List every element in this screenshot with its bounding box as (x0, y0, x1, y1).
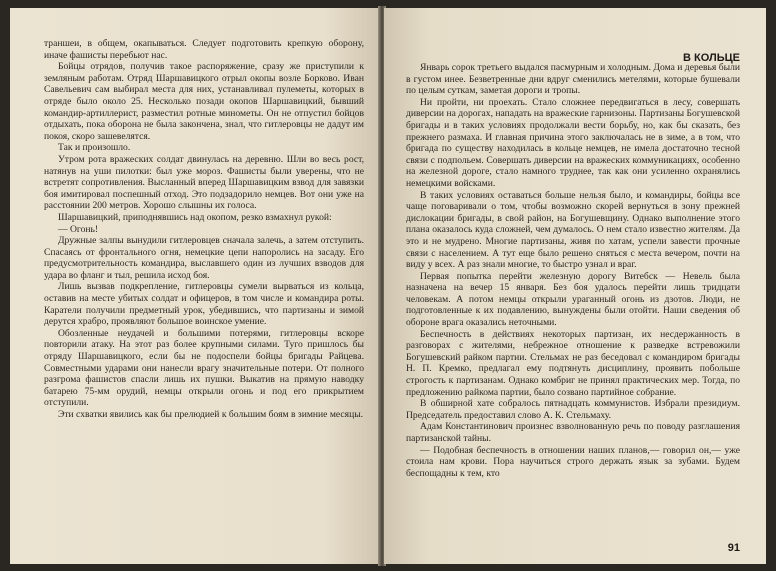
paragraph: Эти схватки явились как бы прелюдией к большим боям в зимние месяцы. (58, 409, 364, 420)
paragraph: В таких условиях оставаться больше нельзя было, и командиры, бойцы все чаще поговаривали о том, чтобы возможно скорей вернуться в зону прежней дислокации бригады, в свой район, на Богушевщину. Однако выполнение этого плана оказалось куда сложней, чем думалось. О нем стало известно жителям. Да это и не мудрено. Многие партизаны, живя по хатам, успели завести прочные связи с населением. А тут еще было решено сняться с места вечером, почти на виду у всех. А раз знали многие, то быстро узнал и враг. (406, 189, 740, 271)
paragraph: Первая попытка перейти железную дорогу Витебск — Невель была назначена на вечер 15 января. Без боя удалось перейти лишь тридцати человекам. А потом немцы открыли ураганный огонь из дзотов. Люди, не подготовленные к их подавлению, вынуждены были отойти. Наши сведения об обороне врага оказались неточными. (406, 270, 740, 329)
paragraph: Лишь вызвав подкрепление, гитлеровцы сумели вырваться из кольца, оставив на месте убитых солдат и офицеров, в том числе и командира роты. Каратели получили предметный урок, убедившись, что партизаны и зимой дерутся храбро, проявляют большое воинское умение. (44, 281, 364, 328)
paragraph: Ни пройти, ни проехать. Стало сложнее передвигаться в лесу, совершать диверсии на дорогах, нападать на вражеские гарнизоны. Партизаны Богушевской бригады и в таких условиях продолжали вести борьбу, но, как бы сказать, без прежнего размаха. И главная причина этого заключалась не в зиме, а в том, что бригада по существу находилась в кольце немцев, не имела достаточно тесной связи с подпольем. Совершать диверсии на вражеских коммуникациях, особенно на железной дороге, стало намного труднее, так как они усиленно охранялись немецкими войсками. (406, 96, 740, 189)
chapter-heading: В КОЛЬЦЕ (683, 52, 740, 64)
paragraph: — Подобная беспечность в отношении наших планов,— говорил он,— уже стоила нам крови. Пора научиться строго держать язык за зубами. Будем беспощадны к тем, кто (406, 444, 740, 479)
paragraph: Дружные залпы вынудили гитлеровцев сначала залечь, а затем отступить. Спасаясь от фронтального огня, немецкие цепи напоролись на засаду. Его предусмотрительность командира, выславшего один из лучших взводов для удара во фланг и тыл, решила исход боя. (44, 235, 364, 281)
paragraph: — Огонь! (58, 223, 99, 235)
paragraph: Утром рота вражеских солдат двинулась на деревню. Шли во весь рост, натянув на уши пилотки: был уже мороз. Фашисты были уверены, что не встретят сопротивления. Высланный вперед Шаршавицким взвод для завязки боя имитировал поспешный отход. Это подзадорило немцев. Вот они уже на расстоянии 200 метров. Хорошо слышны их голоса. (44, 153, 364, 212)
paragraph: Шаршавицкий, приподнявшись над окопом, резко взмахнул рукой: (58, 211, 332, 223)
right-page (384, 8, 766, 564)
paragraph: В обширной хате собралось пятнадцать коммунистов. Избрали президиум. Председатель предоставил слово А. К. Стельмаху. (406, 398, 740, 421)
paragraph: Бойцы отрядов, получив такое распоряжение, сразу же приступили к земляным работам. Отряд Шаршавицкого отрыл окопы возле Борково. Иван Савельевич сам выбирал места для них, устанавливал пулеметы, которых в отряде было около 25. Несколько позади окопов Шаршавицкий, бывший командир-артиллерист, разместил ротные минометы. Он не отпустил бойцов отдыхать, пока оборона не была закончена, знал, что гитлеровцы не дадут им покоя, скоро зашевелятся. (44, 61, 364, 142)
page-number: 91 (727, 542, 740, 554)
paragraph: траншеи, в общем, окапываться. Следует подготовить крепкую оборону, иначе фашисты перебьют нас. (44, 38, 364, 61)
paragraph: Январь сорок третьего выдался пасмурным и холодным. Дома и деревья были в густом инее. Безветренные дни вдруг сменились метелями, которые бушевали по целым суткам, заметая дороги и тропы. (406, 62, 740, 97)
paragraph: Обозленные неудачей и большими потерями, гитлеровцы вскоре повторили атаку. На этот раз более крупными силами. Туго пришлось бы отряду Шаршавицкого, если бы не подоспели бойцы бригады Райцева. Совместными ударами они нанесли врагу значительные потери. От полного разгрома фашистов спасли лишь их пушки. Выкатив на прямую наводку батарею 75-мм орудий, немцы открыли огонь и под его прикрытием отступили. (44, 327, 364, 409)
left-page (10, 8, 380, 564)
paragraph: Так и произошло. (58, 142, 131, 154)
right-page-body (406, 62, 740, 479)
paragraph: Адам Константинович произнес взволнованную речь по поводу разглашения партизанской тайны. (406, 421, 740, 444)
paragraph: Беспечность в действиях некоторых партизан, их несдержанность в разговорах с жителями, небрежное отношение к разведке встревожили Богушевский райком партии. Стельмах не раз беседовал с командиром бригады Н. П. Кремко, предлагал ему подтянуть дисциплину, проявить побольше строгость к партизанам. Однако комбриг не принял практических мер. Тогда, по предложению райкома партии, было созвано партийное собрание. (406, 328, 740, 398)
